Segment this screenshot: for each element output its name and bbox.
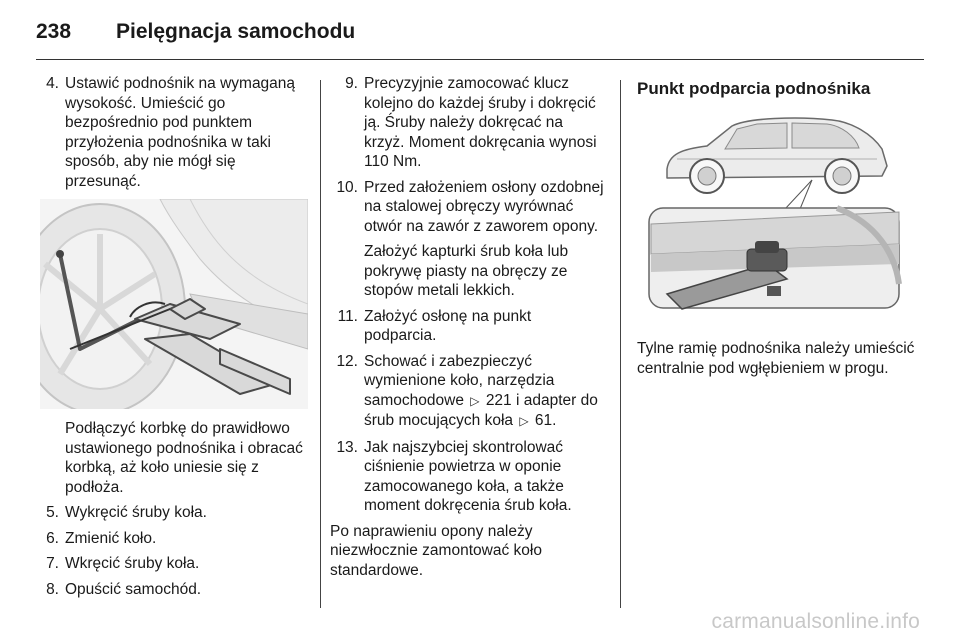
crank-instruction: Podłączyć korbkę do prawidłowo ustawionego podnośnika i obracać korbką, aż koło uniesie się z podłoża. (65, 420, 303, 496)
step-text (364, 352, 607, 432)
step-5 (40, 503, 308, 523)
section-heading: Punkt podparcia podnośnika (637, 79, 871, 98)
step-number: 10. (336, 178, 358, 196)
step-9 (330, 74, 607, 172)
step-text: Założyć osłonę na punkt podparcia. (364, 307, 532, 344)
step-text: Opuścić samochód. (65, 580, 202, 598)
column-divider-2 (620, 80, 621, 608)
step-6 (40, 529, 308, 549)
step-number: 12. (336, 352, 358, 370)
column-1 (40, 74, 308, 605)
step-text: Wykręcić śruby koła. (65, 504, 207, 521)
step-number: 11. (337, 307, 358, 325)
step-text: Zmienić koło. (65, 529, 157, 547)
step-12-text-a: Schować i zabezpieczyć wymienione koło, narzędzia samochodowe (364, 352, 555, 409)
step-text: Jak najszybciej skontrolować ciśnienie powietrza w oponie zamocowanego koła, a także moment dokręcenia śrub koła. (364, 438, 572, 514)
step-12 (330, 352, 607, 432)
step-number: 4. (46, 75, 59, 92)
step-number: 13. (336, 438, 358, 456)
step-text: Wkręcić śruby koła. (65, 555, 200, 572)
step-text: Precyzyjnie zamocować klucz kolejno do każdej śruby i dokręcić ją. Śruby należy dokręcać na krzyż. Moment dokręcania wynosi 110 Nm. (364, 75, 597, 170)
page-header (36, 12, 355, 52)
page-number: 238 (36, 20, 72, 43)
step-text: Ustawić podnośnik na wymaganą wysokość. Umieścić go bezpośrednio pod punktem przyłożenia podnośnika w taki sposób, aby nie mógł się przesunąć. (65, 75, 296, 190)
xref-triangle-icon: ▷ (470, 393, 480, 408)
step-number: 5. (46, 504, 59, 521)
step-13 (330, 438, 607, 516)
column-divider-1 (320, 80, 321, 608)
page-ref-link[interactable]: 61. (534, 412, 557, 429)
jack-crank-illustration (40, 199, 308, 409)
step-8 (40, 580, 308, 600)
step-4 (40, 74, 308, 191)
xref-triangle-icon: ▷ (519, 414, 529, 428)
step-10-extra: Założyć kapturki śrub koła lub pokrywę piasty na obręczy ze stopów metali lekkich. (364, 243, 569, 299)
step-7 (40, 554, 308, 574)
step-11 (330, 307, 607, 346)
jacking-point-text: Tylne ramię podnośnika należy umieścić centralnie pod wgłębieniem w progu. (637, 340, 915, 377)
column-3 (637, 74, 927, 384)
page-ref-link[interactable]: 221 (485, 391, 512, 409)
watermark: carmanualsonline.info (711, 610, 920, 633)
step-number: 7. (46, 555, 59, 572)
step-number: 8. (46, 580, 59, 598)
step-10 (330, 178, 607, 237)
final-paragraph: Po naprawieniu opony należy niezwłocznie zamontować koło standardowe. (330, 522, 542, 579)
step-12-text-b: i adapter do śrub mocujących koła (364, 391, 598, 429)
step-number: 6. (46, 529, 59, 547)
column-2 (330, 74, 607, 586)
chapter-title: Pielęgnacja samochodu (116, 20, 356, 43)
step-number: 9. (345, 75, 358, 92)
header-rule (36, 59, 924, 60)
car-jacking-point-illustration (637, 104, 903, 319)
step-text: Przed założeniem osłony ozdobnej na stalowej obręczy wyrównać otwór na zawór z zaworem opony. (364, 178, 604, 235)
